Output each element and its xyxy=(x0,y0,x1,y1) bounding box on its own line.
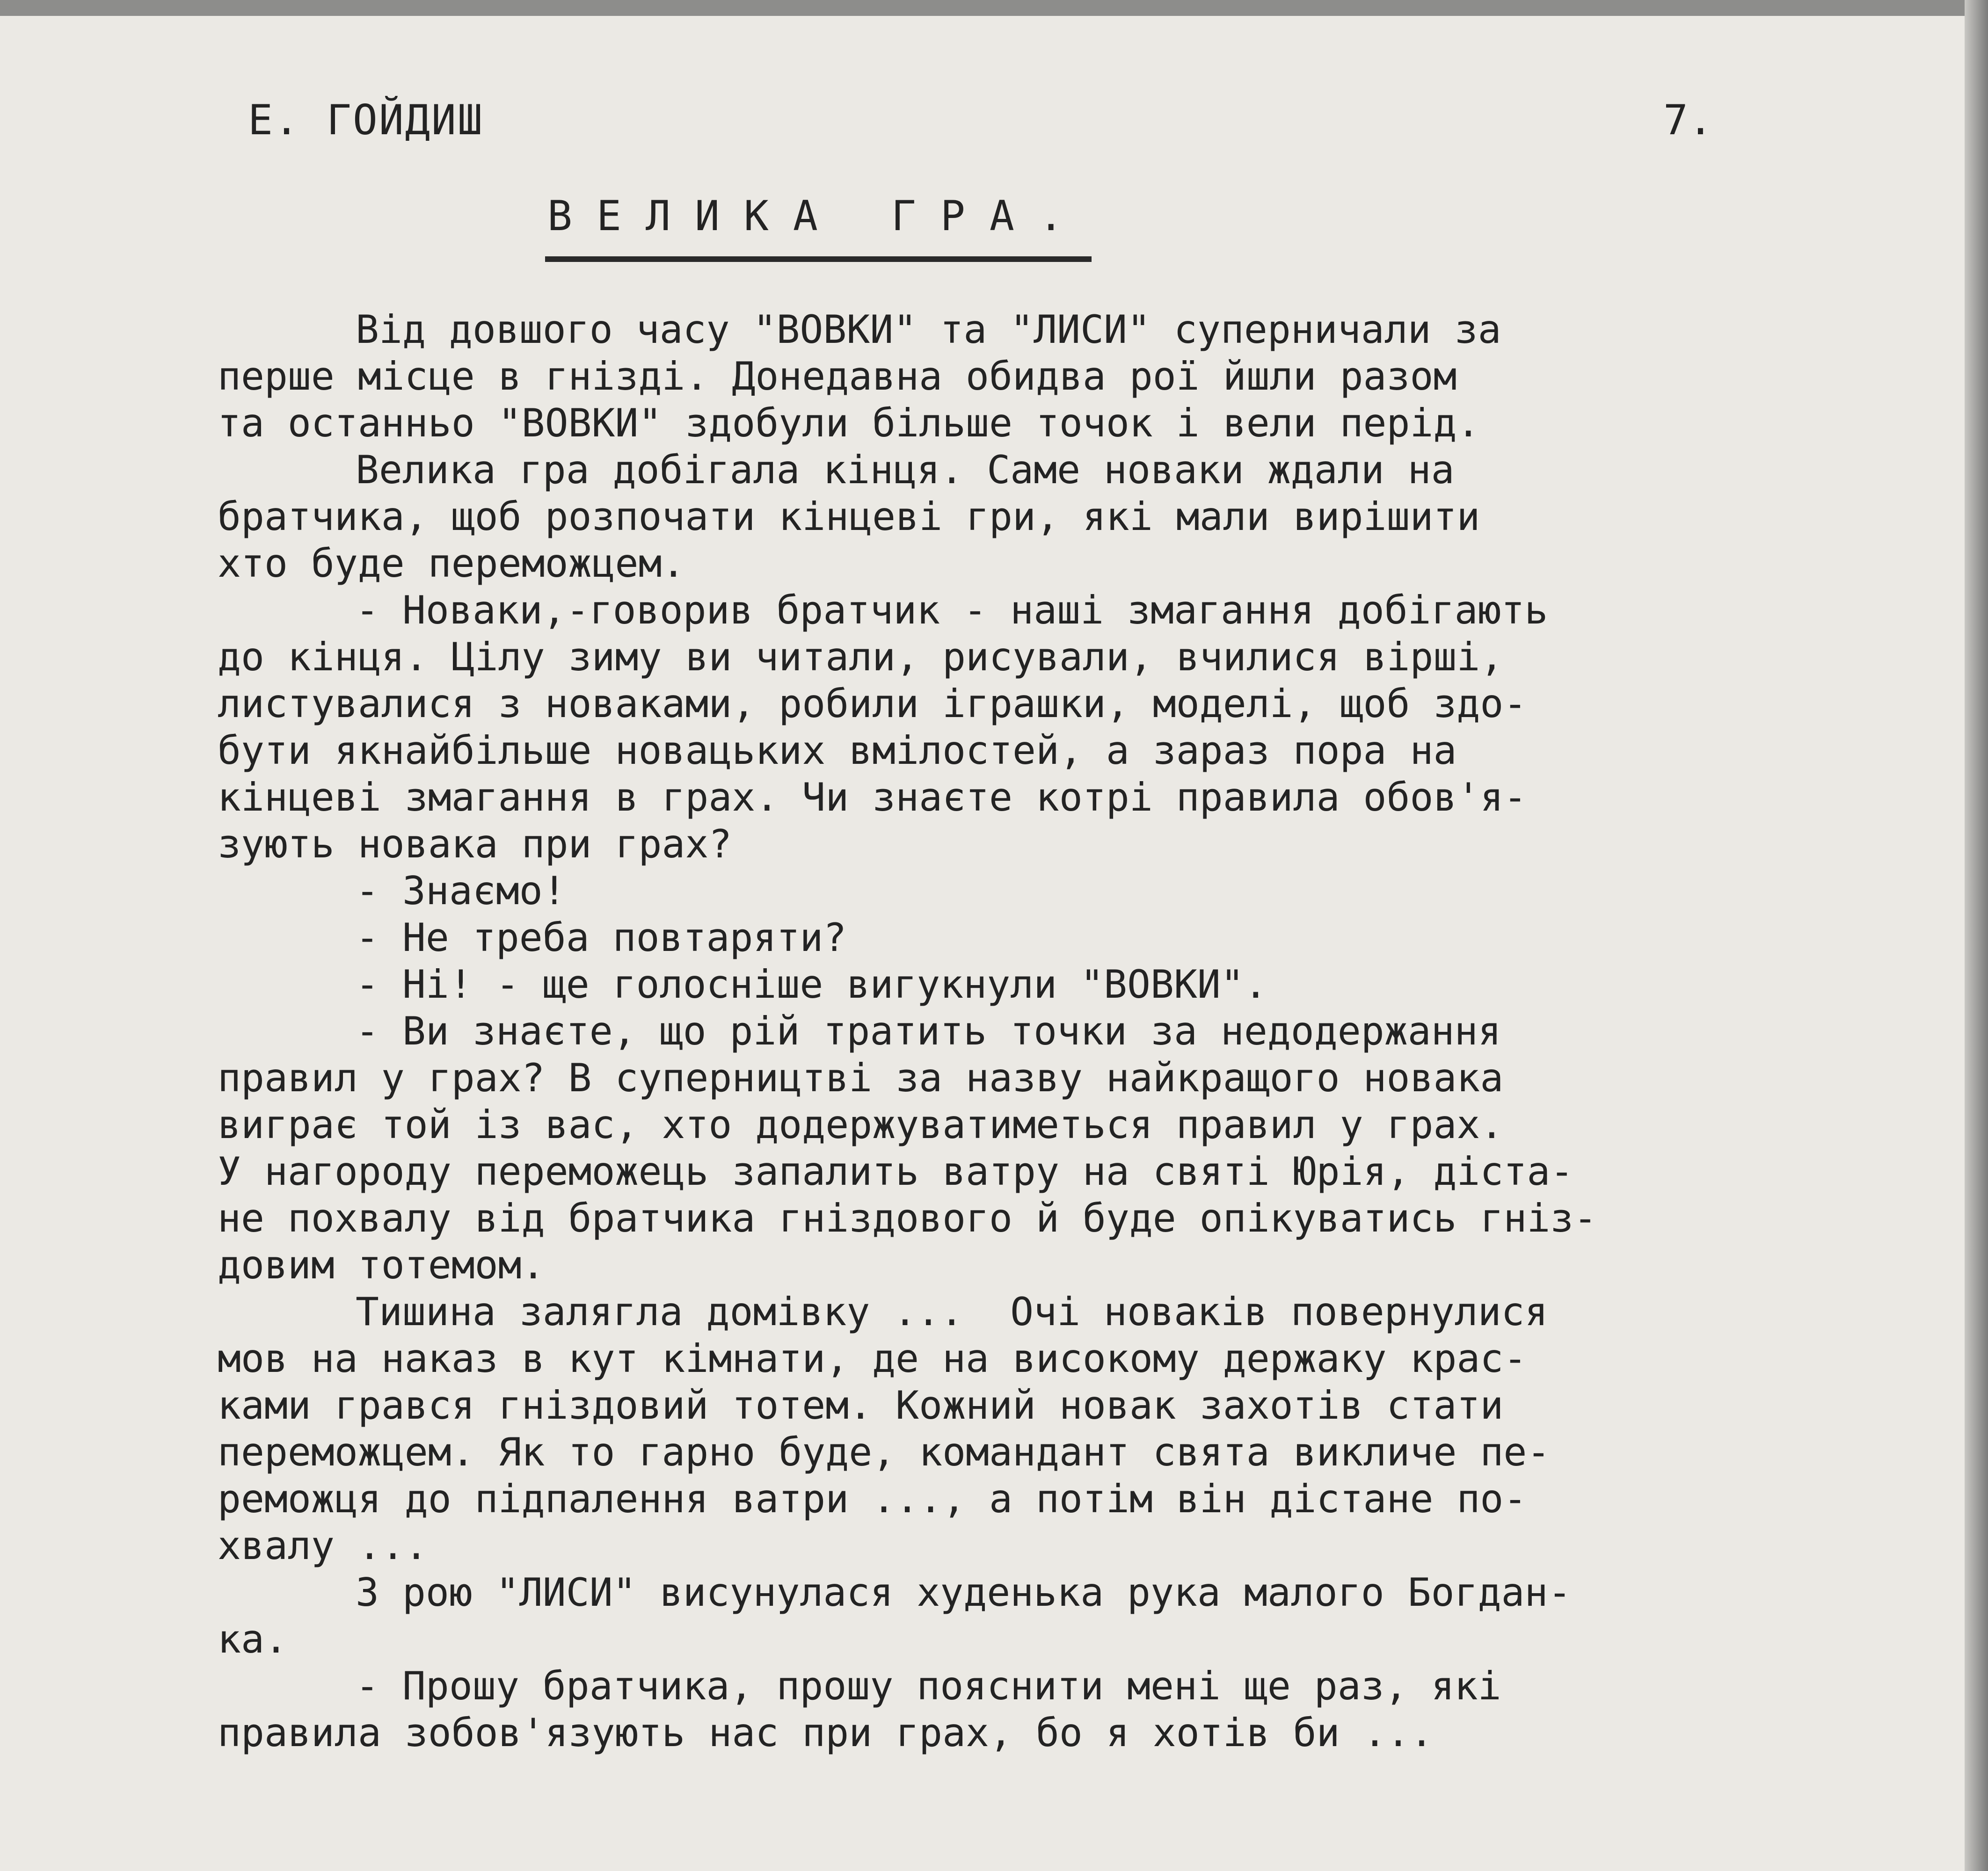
body-line: виграє той із вас, хто додержуватиметься правил у грах. xyxy=(218,1102,1504,1147)
body-line: - Ні! - ще голосніше вигукнули "ВОВКИ". xyxy=(356,962,1267,1007)
body-line: та останньо "ВОВКИ" здобули більше точок і вели перід. xyxy=(218,400,1480,446)
body-line: У нагороду переможець запалить ватру на святі Юрія, діста- xyxy=(218,1149,1574,1194)
body-line: братчика, щоб розпочати кінцеві гри, які мали вирішити xyxy=(218,494,1480,539)
body-line: не похвалу від братчика гніздового й буде опікуватись гніз- xyxy=(218,1196,1597,1241)
body-line: правила зобов'язують нас при грах, бо я хотів би ... xyxy=(218,1710,1434,1755)
body-line: перше місце в гнізді. Донедавна обидва рої йшли разом xyxy=(218,354,1457,399)
body-line: Від довшого часу "ВОВКИ" та "ЛИСИ" суперничали за xyxy=(356,307,1501,352)
body-line: зують новака при грах? xyxy=(218,821,732,867)
body-line: реможця до підпалення ватри ..., а потім він дістане по- xyxy=(218,1476,1527,1522)
body-line: хто буде переможцем. xyxy=(218,541,685,586)
body-line: - Не треба повтаряти? xyxy=(356,915,847,960)
body-line: - Знаємо! xyxy=(356,868,566,914)
body-line: ками грався гніздовий тотем. Кожний новак захотів стати xyxy=(218,1383,1504,1428)
body-line: листувалися з новаками, робили іграшки, моделі, щоб здо- xyxy=(218,681,1527,726)
body-line: - Ви знаєте, що рій тратить точки за недодержання xyxy=(356,1008,1501,1054)
body-line: бути якнайбільше новацьких вмілостей, а зараз пора на xyxy=(218,728,1457,773)
body-line: - Прошу братчика, прошу пояснити мені ще раз, які xyxy=(356,1663,1501,1709)
author-header: Е. ГОЙДИШ xyxy=(248,96,484,144)
body-line: хвалу ... xyxy=(218,1523,428,1568)
body-line: ка. xyxy=(218,1617,288,1662)
body-line: Велика гра добігала кінця. Саме новаки ждали на xyxy=(356,447,1455,493)
body-line: Тишина залягла домівку ... Очі новаків повернулися xyxy=(356,1289,1548,1334)
body-line: довим тотемом. xyxy=(218,1242,545,1288)
body-line: до кінця. Цілу зиму ви читали, рисували, вчилися вірші, xyxy=(218,634,1504,680)
body-line: переможцем. Як то гарно буде, командант свята викличе пе- xyxy=(218,1429,1551,1475)
body-line: - Новаки,-говорив братчик - наші змагання добігають xyxy=(356,587,1548,633)
body-line: кінцеві змагання в грах. Чи знаєте котрі правила обов'я- xyxy=(218,775,1527,820)
body-line: правил у грах? В суперництві за назву найкращого новака xyxy=(218,1055,1504,1101)
body-line: З рою "ЛИСИ" висунулася худенька рука малого Богдан- xyxy=(356,1570,1572,1615)
story-title: ВЕЛИКА ГРА. xyxy=(547,192,1088,240)
body-line: мов на наказ в кут кімнати, де на високому держаку крас- xyxy=(218,1336,1527,1381)
page-number: 7. xyxy=(1663,96,1713,144)
